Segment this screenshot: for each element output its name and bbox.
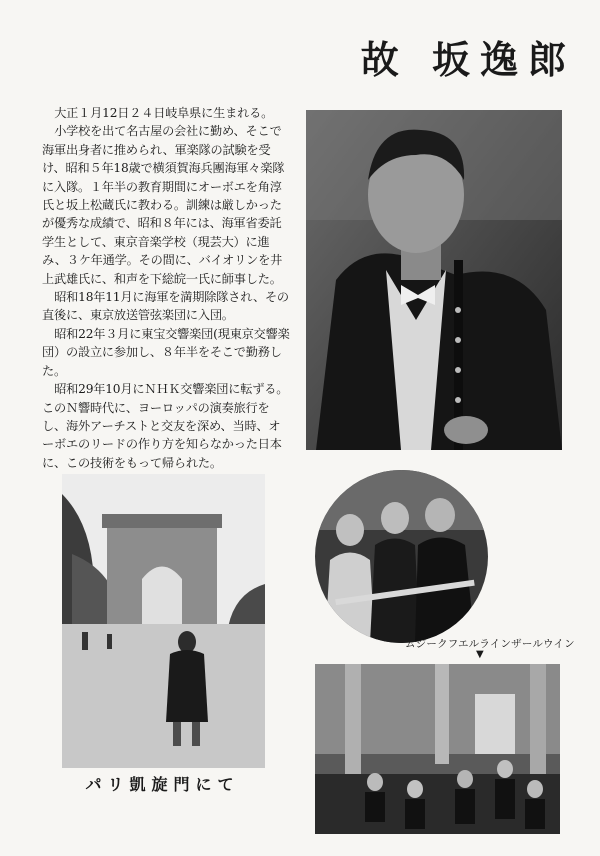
paris-caption: パリ凱旋門にて: [85, 775, 240, 794]
music-hall-caption: ムジークフエルラインザールウイン: [405, 638, 575, 650]
orchestra-hall-photo: [315, 664, 560, 834]
bio-paragraph-1: 大正１月12日２４日岐阜県に生まれる。: [54, 106, 274, 120]
caption-arrow-icon: ▼: [476, 649, 484, 660]
page-title: 故 坂逸郎: [360, 37, 576, 82]
arc-de-triomphe-photo: [62, 474, 265, 768]
biography-text: [42, 104, 292, 472]
bio-paragraph-2: 小学校を出て名古屋の会社に勤め、そこで海軍出身者に推められ、軍楽隊の試験を受け、昭和５年18歳で横須賀海兵團海軍々楽隊に入隊。１年半の教育期間にオーボエを角淳氏と坂上松蔵氏に教わる。訓練は厳しかったが優秀な成績で、昭和８年には、海軍省委託学生として、東京音楽学校（現芸大）に進み、３ケ年通学。その間に、バイオリンを井上武雄氏に、和声を下総皖一氏に師事した。: [42, 124, 285, 286]
bio-paragraph-5: 昭和29年10月にＮＨＫ交響楽団に転ずる。このＮ響時代に、ヨーロッパの演奏旅行をし、海外アーチストと交友を深め、当時、オーボエのリードの作り方を知らなかった日本に、この技術をもって帰られた。: [42, 382, 289, 470]
group-musicians-photo: [315, 470, 488, 643]
bio-paragraph-4: 昭和22年３月に東宝交響楽団(現東京交響楽団）の設立に参加し、８年半をそこで勤務した。: [42, 326, 290, 378]
bio-paragraph-3: 昭和18年11月に海軍を満期除隊され、その直後に、東京放送管弦楽団に入団。: [42, 290, 289, 323]
oboe-player-photo: [306, 110, 562, 450]
